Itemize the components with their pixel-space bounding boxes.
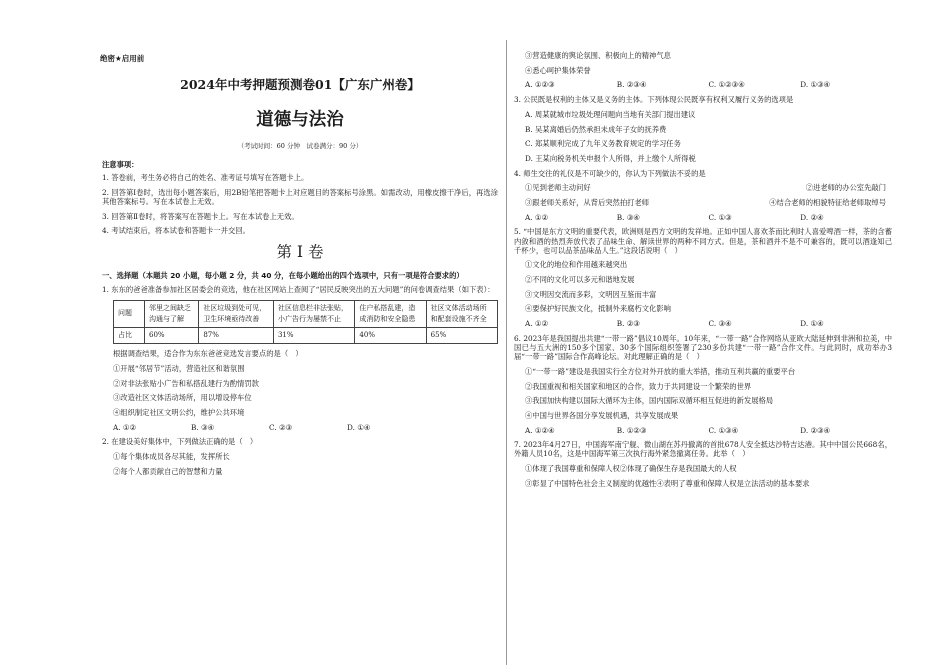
choice-b: B. 吴某离婚后仍然承担未成年子女的抚养费 xyxy=(525,124,667,134)
question-4-items-row xyxy=(525,183,892,192)
section-heading: 一、选择题（本题共 20 小题，每小题 2 分，共 40 分，在每小题给出的四个选项中，只有一项是符合要求的） xyxy=(102,270,464,280)
choice-d: D. 王某向税务机关申报个人所得，并上缴个人所得税 xyxy=(525,153,696,163)
question-2-options xyxy=(525,80,892,89)
question-7-stem: 7. 2023年4月27日，中国海军南宁舰、微山湖在苏丹撤离的首批678人安全抵达沙特吉达港。其中中国公民668名，外籍人员10名，这是中国海军第三次执行海外紧急撤离任务。此举（ ） xyxy=(514,440,892,459)
question-item: ①每个集体成员各尽其能，发挥所长 xyxy=(113,452,230,462)
question-item: ②不同的文化可以多元和谐地发展 xyxy=(525,275,635,285)
option-b: B. ③④ xyxy=(191,422,215,432)
option-b: B. ①②③ xyxy=(616,425,647,435)
table-row xyxy=(114,300,498,327)
option-a: A. ①② xyxy=(113,422,136,432)
question-item: ③营造健康的舆论氛围、积极向上的精神气息 xyxy=(525,51,671,60)
question-item: ③改造社区文体活动场所，用以增设停车位 xyxy=(113,393,252,403)
option-c: C. ①②③④ xyxy=(708,80,745,90)
option-c: C. ①③ xyxy=(708,212,732,222)
option-d: D. ②③④ xyxy=(800,425,831,435)
option-b: B. ②③④ xyxy=(616,80,647,90)
table-cell: 邻里之间缺乏沟通与了解 xyxy=(145,300,199,327)
question-item: ④中国与世界各国分享发展机遇，共享发展成果 xyxy=(525,410,679,420)
option-c: C. ①③④ xyxy=(708,425,739,435)
question-item: ②进老师的办公室先敲门 xyxy=(805,183,886,193)
question-item: ④悉心呵护集体荣誉 xyxy=(525,65,591,75)
question-item: ①“一带一路”建设是我国实行全方位对外开放的重大举措，推动互利共赢的重要平台 xyxy=(525,366,796,376)
question-6-stem: 6. 2023年是我国提出共建“一带一路”倡议10周年。10年来，“一带一路”合作网络从亚欧大陆延伸到非洲和拉美，中国已与五大洲的150多个国家、30多个国际组织签署了230多份共建“一带一路”合作文件。与此同时，成功举办3届“一带一路”国际合作高峰论坛。对此理解正确的是（ ） xyxy=(514,333,892,362)
notice-item: 1. 答卷前，考生务必将自己的姓名、准考证号填写在答题卡上。 xyxy=(102,173,309,183)
question-item: ①文化的地位和作用越来越突出 xyxy=(525,260,628,270)
table-cell: 87% xyxy=(199,328,274,344)
option-d: D. ①④ xyxy=(800,319,824,329)
question-1-prompt: 根据调查结果，适合作为东东爸爸竞选发言要点的是（ ） xyxy=(113,349,303,359)
question-4-options xyxy=(525,213,892,222)
option-c: C. ③④ xyxy=(708,319,732,329)
column-divider xyxy=(506,40,507,665)
choice-a: A. 周某就城市垃圾处理问题向当地有关部门提出建议 xyxy=(525,109,696,119)
question-item: ③文明因交流而多彩，文明因互鉴而丰富 xyxy=(525,289,657,299)
question-6-options xyxy=(525,426,892,435)
table-cell: 社区垃圾到处可见，卫生环境亟待改善 xyxy=(199,300,274,327)
left-column xyxy=(102,54,498,482)
question-4-stem: 4. 师生交往的礼仪是不可缺少的，你认为下列做法不妥的是 xyxy=(514,168,706,178)
notice-item: 3. 回答第Ⅱ卷时，将答案写在答题卡上。写在本试卷上无效。 xyxy=(102,211,299,221)
table-cell: 占比 xyxy=(114,328,145,344)
option-c: C. ②③ xyxy=(269,422,293,432)
question-item: ②对非法张贴小广告和私搭乱建行为酌情罚款 xyxy=(113,378,259,388)
question-item: ③我国加快构建以国际大循环为主体，国内国际双循环相互促进的新发展格局 xyxy=(525,396,774,406)
question-item: ②每个人都贡献自己的智慧和力量 xyxy=(113,466,223,476)
option-d: D. ①④ xyxy=(347,422,371,432)
question-item: ④要保护好民族文化，抵制外来腐朽文化影响 xyxy=(525,304,671,314)
question-2-stem: 2. 在建设美好集体中，下列做法正确的是（ ） xyxy=(102,437,258,447)
table-cell: 问题 xyxy=(114,300,145,327)
question-4-items-row xyxy=(525,198,892,207)
table-cell: 31% xyxy=(273,328,354,344)
question-1-options xyxy=(113,423,498,432)
option-b: B. ②③ xyxy=(616,319,640,329)
table-cell: 住户私搭乱建，造成消防和安全隐患 xyxy=(355,300,426,327)
question-item: ①见到老师主动问好 xyxy=(525,183,591,193)
question-item: ③彰显了中国特色社会主义制度的优越性④表明了尊重和保障人权是立法活动的基本要求 xyxy=(525,478,810,488)
exam-title: 2024年中考押题预测卷01【广东广州卷】 xyxy=(180,77,420,93)
notice-item: 4. 考试结束后，将本试卷和答题卡一并交回。 xyxy=(102,226,250,236)
table-cell: 社区信息栏非法张贴，小广告行为屡禁不止 xyxy=(273,300,354,327)
table-cell: 社区文体活动场所和配套设施不齐全 xyxy=(426,300,497,327)
choice-c: C. 郑某顺利完成了九年义务教育规定的学习任务 xyxy=(525,139,681,149)
notice-title: 注意事项： xyxy=(102,160,139,169)
survey-table xyxy=(113,300,498,345)
question-5-options xyxy=(525,319,892,328)
question-1-stem: 1. 东东的爸爸准备参加社区居委会的竞选，他在社区网站上查阅了“居民反映突出的五大问题”的问卷调查结果（如下表）： xyxy=(102,284,495,294)
question-item: ①开展“邻居节”活动，营造社区和谐氛围 xyxy=(113,363,245,373)
option-d: D. ②④ xyxy=(800,212,824,222)
option-a: A. ①② xyxy=(525,212,548,222)
option-a: A. ①②④ xyxy=(525,425,555,435)
question-item: ③跟老师关系好，从背后突然拍打老师 xyxy=(525,198,650,208)
question-item: ②我国重视和相关国家和地区的合作，致力于共同建设一个繁荣的世界 xyxy=(525,381,752,391)
table-cell: 65% xyxy=(426,328,497,344)
volume-title: 第 I 卷 xyxy=(276,243,324,262)
question-item: ④结合老师的相貌特征给老师取绰号 xyxy=(769,198,886,208)
table-row xyxy=(114,328,498,344)
option-b: B. ③④ xyxy=(616,212,640,222)
subject-title: 道德与法治 xyxy=(256,110,344,130)
question-3-stem: 3. 公民既是权利的主体又是义务的主体。下列体现公民既享有权利又履行义务的选项是 xyxy=(514,95,794,105)
table-cell: 40% xyxy=(355,328,426,344)
exam-info: （考试时间：60 分钟 试卷满分：90 分） xyxy=(237,141,363,150)
secret-mark: 绝密★启用前 xyxy=(100,54,145,63)
option-a: A. ①② xyxy=(525,319,548,329)
right-column xyxy=(514,51,892,494)
question-5-stem: 5. “中国是东方文明的重要代表，欧洲则是西方文明的发祥地。正如中国人喜欢茶而比利时人喜爱啤酒一样，茶的含蓄内敛和酒的热烈奔放代表了品味生命、解读世界的两种不同方式。但是，茶和酒并不是不可兼容的，既可以酒逢知己千杯少，也可以品茶品味品人生。”这段话说明（ ） xyxy=(514,227,892,255)
notice-item: 2. 回答第Ⅰ卷时，选出每小题答案后，用2B铅笔把答题卡上对应题目的答案标号涂黑。如需改动，用橡皮擦干净后，再选涂其他答案标号。写在本试卷上无效。 xyxy=(102,187,498,206)
question-item: ①体现了我国尊重和保障人权②体现了确保生存是我国最大的人权 xyxy=(525,464,737,474)
option-d: D. ①③④ xyxy=(800,80,831,90)
question-item: ④组织制定社区文明公约，维护公共环境 xyxy=(113,408,245,417)
option-a: A. ①②③ xyxy=(525,80,555,90)
table-cell: 60% xyxy=(145,328,199,344)
